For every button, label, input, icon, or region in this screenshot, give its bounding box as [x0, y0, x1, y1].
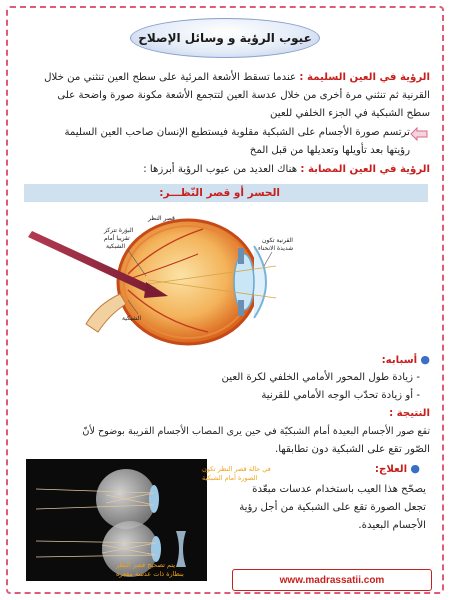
result-line-1: تقع صور الأجسام البعيدة أمام الشبكيّة في حين يرى المصاب الأجسام القريبة بوضوح لأنّ [82, 426, 430, 437]
cornea [254, 246, 266, 318]
page-title: عيوب الرؤية و وسائل الإصلاح [130, 18, 320, 58]
treatment-heading: العلاج: [374, 464, 408, 475]
treatment-line-1: يصحّح هذا العيب باستخدام عدسات مبعّدة [252, 484, 426, 495]
label-leader [264, 252, 272, 266]
bullet-icon: ● [410, 462, 420, 475]
photo-caption-top-1: في حالة قصر النظر تكون [202, 465, 271, 473]
diseased-text: هناك العديد من عيوب الرؤية أبرزها : [143, 164, 301, 175]
causes-heading: أسبابه: [381, 355, 418, 366]
healthy-line-1 [24, 70, 430, 87]
healthy-line-4: ترتسم صورة الأجسام على الشبكية مقلوبة فيستطيع الإنسان صاحب العين السليمة [64, 127, 410, 138]
healthy-line-5: رؤيتها بعد تأويلها وتعديلها من قبل المخ [249, 145, 410, 156]
photo-caption-bottom-2: بنظارة ذات عدسة مقعرة [116, 570, 184, 578]
correction-illustration [26, 459, 271, 581]
label-focus-1: البؤرة تتركز [104, 227, 134, 234]
healthy-text-1: عندما تسقط الأشعة المرئية على سطح العين تنثني من خلال [44, 72, 300, 83]
result-heading: النتيجة : [389, 408, 430, 419]
causes-heading-row [24, 352, 430, 370]
optic-nerve [86, 294, 126, 332]
healthy-line-3: سطح الشبكية في الجزء الخلفي للعين [270, 108, 430, 119]
footer-link[interactable]: www.madrassatii.com [232, 569, 432, 591]
diseased-heading: الرؤية في العين المصابة : [300, 164, 430, 175]
cause-item-2: - أو زيادة تحدّب الوجه الأمامي للقرنية [261, 390, 420, 401]
section-band: الحسر أو قصر النّظـــر: [24, 184, 428, 202]
arrow-left-icon [410, 128, 428, 140]
healthy-line-2: القرنية ثم تنثني مرة أخرى من خلال عدسة العين لتتجمع الأشعة مكونة صورة واضحة على [57, 90, 430, 101]
lens-before [149, 485, 159, 513]
cause-item-1: - زيادة طول المحور الأمامي الخلفي لكرة العين [221, 372, 420, 383]
myopia-diagram [28, 204, 423, 350]
iris [238, 248, 244, 264]
concave-lens [176, 531, 186, 567]
bullet-icon: ● [420, 353, 430, 366]
treatment-line-2: تجعل الصورة تقع على الشبكية من أجل رؤية [239, 502, 426, 513]
label-cornea-1: القرنية تكون [262, 237, 293, 244]
photo-caption-top-2: الصورة أمام الشبكية [202, 474, 258, 482]
result-line-2: الصّور تقع على الشبكية دون تطابقها. [274, 444, 430, 455]
label-focus-2: تقريبا أمام [104, 235, 130, 242]
iris [238, 300, 244, 316]
label-retina: الشبكية [122, 315, 141, 322]
diagram-title: قصر النظر [148, 215, 175, 222]
treatment-line-3: الأجسام البعيدة. [358, 520, 426, 531]
lens-after [151, 536, 161, 562]
label-focus-3: الشبكية [106, 243, 125, 250]
label-cornea-2: شديدة الانحناء [258, 245, 294, 252]
photo-caption-bottom-1: يتم تصحيح قصر النظر [116, 561, 176, 569]
diseased-line [24, 162, 430, 179]
healthy-heading: الرؤية في العين السليمة : [299, 72, 430, 83]
